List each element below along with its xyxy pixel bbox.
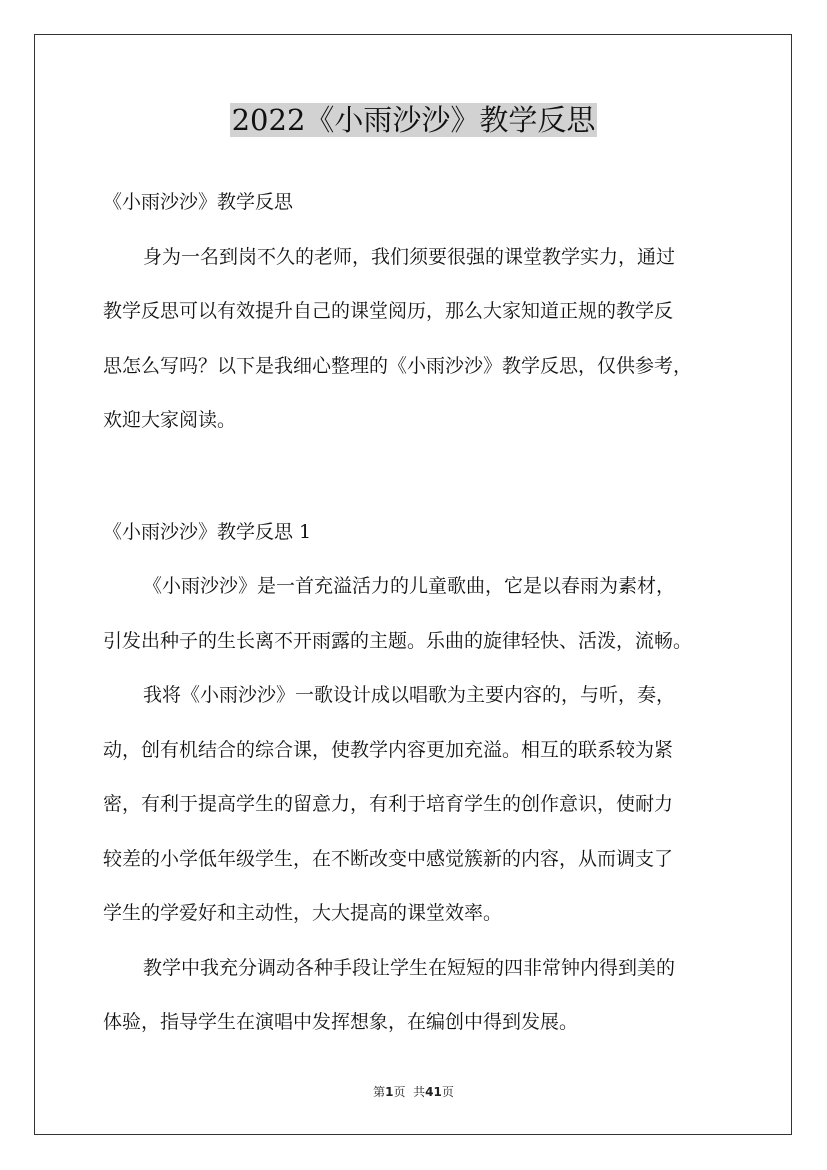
section-1-heading: 《小雨沙沙》教学反思 1 (103, 520, 312, 543)
intro-line-3: 思怎么写吗？以下是我细心整理的《小雨沙沙》教学反思，仅供参考， (103, 354, 693, 377)
intro-line-2: 教学反思可以有效提升自己的课堂阅历，那么大家知道正规的教学反 (103, 300, 674, 322)
document-body (103, 175, 743, 1050)
section-1-p2-line-3: 密，有利于提高学生的留意力，有利于培育学生的创作意识，使耐力 (103, 793, 674, 815)
section-1-p2-line-4: 较差的小学低年级学生，在不断改变中感觉簇新的内容，从而调支了 (103, 847, 674, 870)
section-1-p3-line-2: 体验，指导学生在演唱中发挥想象，在编创中得到发展。 (103, 1011, 579, 1033)
footer-total-pages: 41 (425, 1085, 442, 1099)
footer-page-number: 1 (385, 1085, 394, 1099)
footer-total-suffix: 页 (441, 1085, 454, 1099)
section-1-p3-line-1: 教学中我充分调动各种手段让学生在短短的四非常钟内得到美的 (143, 956, 676, 979)
section-1-p2-line-1: 我将《小雨沙沙》一歌设计成以唱歌为主要内容的，与听，奏， (143, 684, 676, 706)
section-spacer (103, 448, 743, 505)
footer-prefix: 第 (373, 1085, 386, 1099)
footer-page-suffix: 页 (393, 1085, 406, 1099)
document-title-text: 2022《小雨沙沙》教学反思 (231, 103, 596, 137)
footer-total-prefix: 共 (413, 1085, 426, 1099)
subtitle: 《小雨沙沙》教学反思 (103, 191, 294, 213)
section-1-p1-line-2: 引发出种子的生长离不开雨露的主题。乐曲的旋律轻快、活泼，流畅。 (103, 629, 693, 652)
document-title (0, 98, 827, 142)
section-1-p2-line-2: 动，创有机结合的综合课，使教学内容更加充溢。相互的联系较为紧 (103, 738, 674, 761)
section-1-p1-line-1: 《小雨沙沙》是一首充溢活力的儿童歌曲，它是以春雨为素材， (143, 575, 676, 597)
page-footer (0, 1083, 827, 1100)
intro-line-4: 欢迎大家阅读。 (103, 409, 237, 431)
intro-line-1: 身为一名到岗不久的老师，我们须要很强的课堂教学实力，通过 (143, 245, 676, 268)
section-1-p2-line-5: 学生的学爱好和主动性，大大提高的课堂效率。 (103, 902, 503, 924)
